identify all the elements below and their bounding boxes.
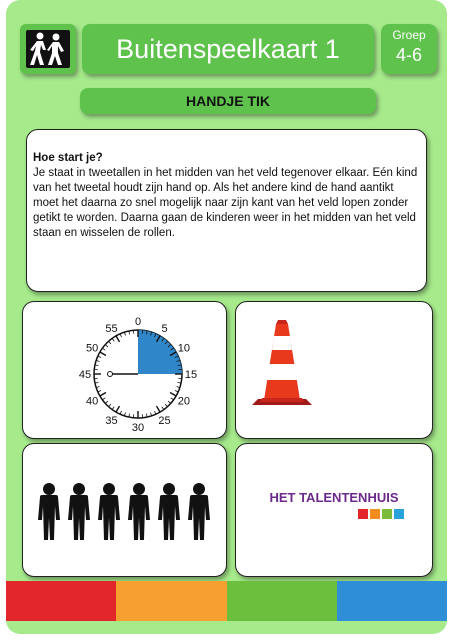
- person-icon: [68, 483, 90, 540]
- timer-tick-label: 15: [184, 369, 198, 381]
- timer-tick-label: 50: [85, 342, 99, 355]
- brand-square: [370, 509, 380, 519]
- timer-tick-label: 20: [177, 395, 191, 408]
- brand-panel: [235, 443, 433, 577]
- timer-tick-label: 5: [161, 323, 168, 336]
- person-icon: [128, 483, 150, 540]
- person-icon: [188, 483, 210, 540]
- timer-tick-label: 25: [158, 414, 171, 427]
- person-icon: [158, 483, 180, 540]
- group-label: Groep: [392, 28, 426, 42]
- instructions-heading: Hoe start je?: [33, 152, 103, 164]
- timer-tick-label: 0: [134, 316, 142, 328]
- instructions-text: Je staat in tweetallen in het midden van het veld tegenover elkaar. Eén kind van het tweetal houdt zijn hand op. Als het andere kind de hand aantikt moet het daarna zo snel mogelijk naar zijn kant van het veld lopen zonder getikt te worden. Daarna gaan de kinderen weer in het midden van het veld staan en wisselen de rollen.: [33, 167, 418, 239]
- instructions-panel: [26, 129, 427, 292]
- timer-tick-label: 30: [131, 422, 145, 434]
- group-badge: [381, 24, 437, 74]
- players-panel: [22, 443, 227, 577]
- activity-card: [6, 0, 447, 634]
- color-stripe: [116, 581, 226, 621]
- person-icon: [98, 483, 120, 540]
- color-stripes: [6, 581, 447, 621]
- logo-box: [20, 24, 76, 74]
- color-stripe: [337, 581, 447, 621]
- timer-tick-label: 45: [78, 369, 92, 381]
- children-crossing-icon: [26, 30, 70, 68]
- color-stripe: [6, 581, 116, 621]
- timer-tick-label: 55: [105, 323, 118, 336]
- brand-squares: [358, 509, 404, 519]
- game-title: HANDJE TIK: [80, 88, 376, 114]
- person-icon: [38, 483, 60, 540]
- people-group: [23, 444, 226, 576]
- timer-clock-icon: [23, 302, 226, 438]
- group-value: 4-6: [395, 45, 422, 65]
- traffic-cone-icon: [236, 302, 432, 438]
- color-stripe: [227, 581, 337, 621]
- timer-tick-label: 35: [105, 414, 118, 427]
- timer-tick-label: 40: [85, 395, 99, 408]
- brand-square: [394, 509, 404, 519]
- page-title: Buitenspeelkaart 1: [82, 24, 374, 74]
- brand-square: [382, 509, 392, 519]
- brand-square: [358, 509, 368, 519]
- brand-name: HET TALENTENHUIS: [269, 490, 399, 505]
- timer-panel: [22, 301, 227, 439]
- timer-tick-label: 10: [177, 342, 191, 355]
- equipment-panel: [235, 301, 433, 439]
